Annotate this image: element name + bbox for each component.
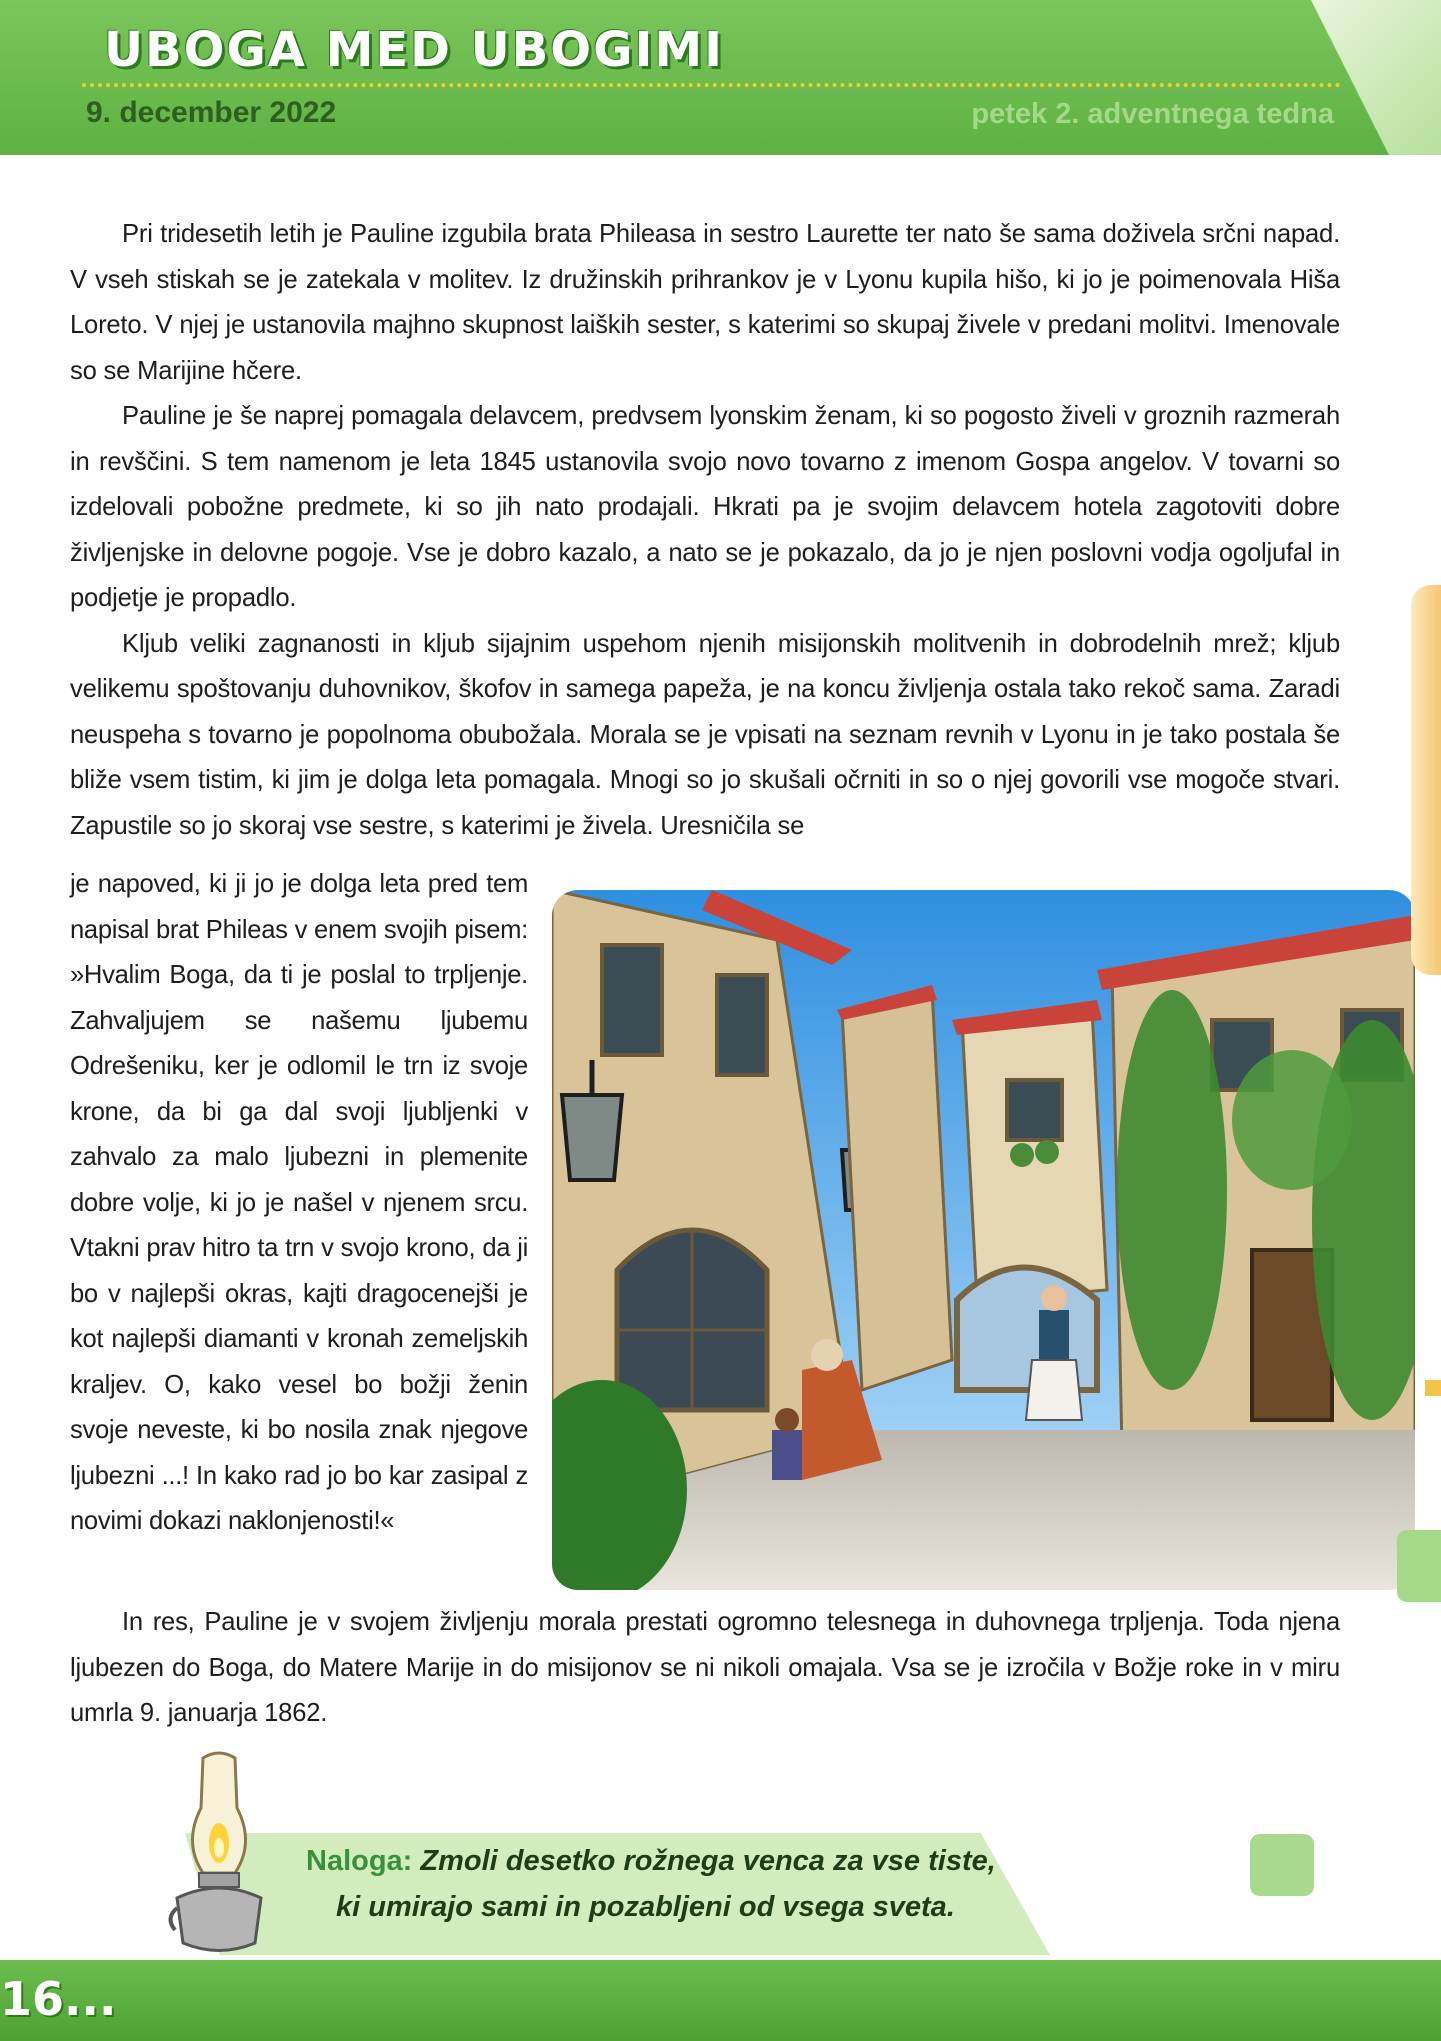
paragraph-3-continuation: je napoved, ki ji jo je dolga leta pred tem napisal brat Phileas v enem svojih pisem: »Hvalim Boga, da ti je poslal to trpljenje. Zahvaljujem se našemu ljubemu Odrešeniku, ker je odlomil le trn iz svoje krone, da bi ga dal svoji ljubljenki v zahvalo za malo ljubezni in plemenite dobre volje, ki jo je našel v njenem srcu. Vtakni prav hitro ta trn v svojo krono, da ji bo v najlepši okras, kajti dragocenejši je kot najlepši diamanti v kronah zemeljskih kraljev. O, kako vesel bo božji ženin svoje neveste, ki bo nosila znak njegove ljubezni ...! In kako rad jo bo kar zasipal z novimi dokazi naklonjenosti!«	[70, 870, 528, 1535]
task-label: Naloga:	[306, 1845, 413, 1877]
oil-lamp-icon	[165, 1748, 273, 1960]
header-corner-decoration	[1311, 0, 1441, 155]
task-line-2: ki umirajo sami in pozabljeni od vsega sveta.	[336, 1891, 955, 1923]
page-header	[0, 0, 1441, 155]
header-liturgical-day: petek 2. adventnega tedna	[971, 98, 1334, 130]
paragraph-3: Kljub veliki zagnanosti in kljub sijajnim uspehom njenih misijonskih molitvenih in dobrodelnih mrež; kljub velikemu spoštovanju duhovnikov, škofov in samega papeža, je na koncu življenja ostala tako rekoč sama. Zaradi neuspeha s tovarno je popolnoma obubožala. Morala se je vpisati na seznam revnih v Lyonu in je tako postala še bliže vsem tistim, ki jim je dolga leta pomagala. Mnogi so jo skušali očrniti in so o njej govorili vse mogoče stvari. Zapustile so jo skoraj vse sestre, s katerimi je živela. Uresničila se	[70, 629, 1340, 840]
page-footer	[0, 1960, 1441, 2041]
edge-decoration	[1397, 1530, 1441, 1602]
task-line-1: Zmoli desetko rožnega venca za vse tiste,	[420, 1845, 996, 1877]
page-number: 16...	[0, 1972, 117, 2026]
paragraph-2: Pauline je še naprej pomagala delavcem, predvsem lyonskim ženam, ki so pogosto živeli v groznih razmerah in revščini. S tem namenom je leta 1845 ustanovila svojo novo tovarno z imenom Gospa angelov. V tovarni so izdelovali pobožne predmete, ki so jih nato prodajali. Hkrati pa je svojim delavcem hotela zagotoviti dobre življenjske in delovne pogoje. Vse je dobro kazalo, a nato se je pokazalo, da jo je njen poslovni vodja ogoljufal in podjetje je propadlo.	[70, 402, 1340, 612]
task-checkbox[interactable]	[1250, 1834, 1314, 1896]
edge-decoration	[1411, 585, 1441, 975]
article-text-top	[70, 212, 1340, 849]
page-title: UBOGA MED UBOGIMI	[104, 22, 724, 78]
paragraph-1: Pri tridesetih letih je Pauline izgubila brata Phileasa in sestro Laurette ter nato še sama doživela srčni napad. V vseh stiskah se je zatekala v molitev. Iz družinskih prihrankov je v Lyonu kupila hišo, ki jo je poimenovala Hiša Loreto. V njej je ustanovila majhno skupnost laiških sester, s katerimi so skupaj živele v predani molitvi. Imenovale so se Marijine hčere.	[70, 220, 1340, 385]
header-date: 9. december 2022	[86, 96, 337, 129]
dotted-divider	[82, 83, 1341, 87]
street-illustration	[552, 890, 1415, 1590]
article-text-bottom	[70, 1600, 1340, 1737]
edge-decoration	[1425, 1380, 1441, 1396]
task-text	[306, 1838, 996, 1930]
paragraph-final: In res, Pauline je v svojem življenju morala prestati ogromno telesnega in duhovnega trpljenja. Toda njena ljubezen do Boga, do Matere Marije in do misijonov se ni nikoli omajala. Vsa se je izročila v Božje roke in v miru umrla 9. januarja 1862.	[70, 1608, 1340, 1727]
